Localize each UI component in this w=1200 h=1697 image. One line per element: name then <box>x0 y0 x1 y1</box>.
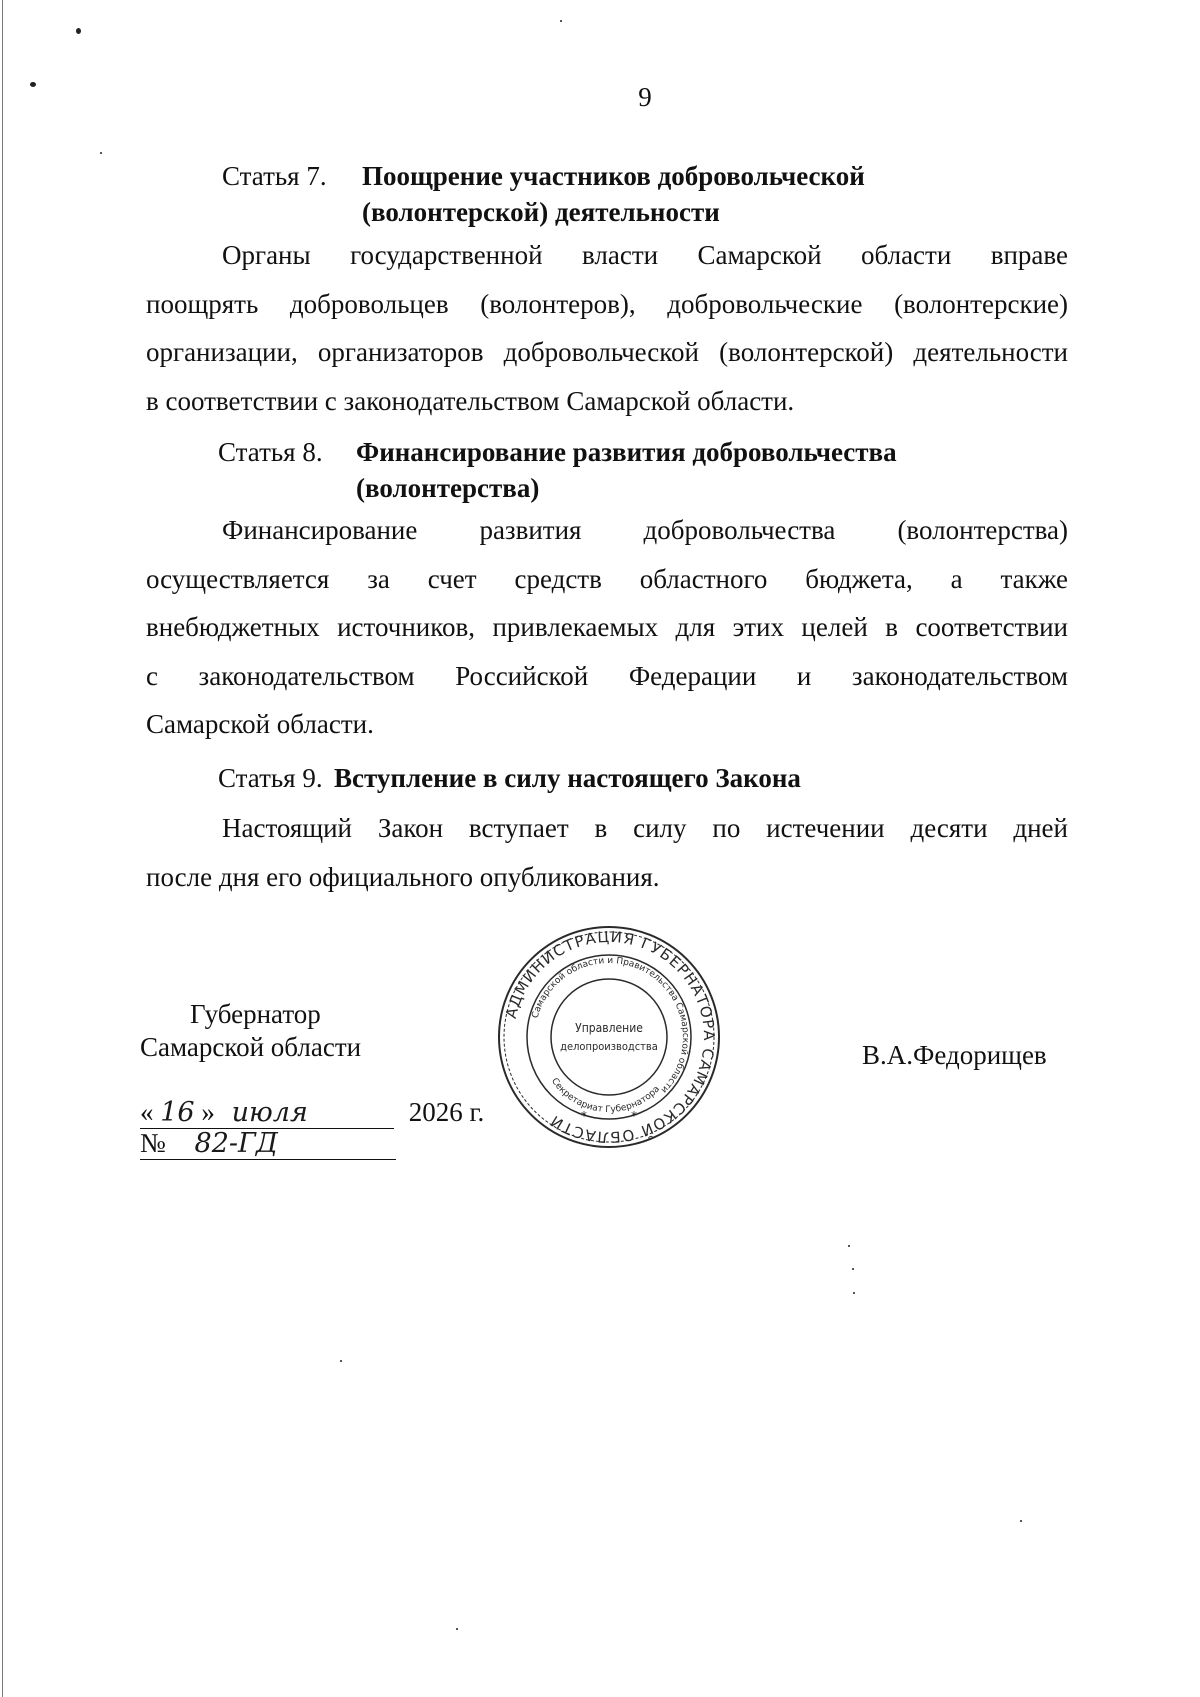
article-title: Вступление в силу настоящего Закона <box>334 763 801 793</box>
official-seal <box>496 924 722 1150</box>
handwritten-day: 16 <box>160 1097 195 1128</box>
scan-speck <box>100 152 102 154</box>
seal-center-line2: делопроизводства <box>560 1040 658 1053</box>
number-field: № 82-ГД <box>140 1128 396 1160</box>
seal-outer-text: АДМИНИСТРАЦИЯ ГУБЕРНАТОРА САМАРСКОЙ ОБЛАСТИ <box>501 927 719 1147</box>
seal-star-icon: * <box>631 1109 637 1123</box>
scan-speck <box>76 28 81 34</box>
law-date <box>140 1097 484 1129</box>
page-number: 9 <box>638 82 652 112</box>
seal-bottom-text: Секретариат Губернатора <box>549 1076 663 1116</box>
article-9-body: Настоящий Закон вступает в силу по истечении десяти дней после дня его официального опубликования. <box>146 813 1068 892</box>
scan-speck <box>852 1268 854 1270</box>
scan-speck <box>456 1628 458 1630</box>
scan-speck <box>560 20 562 22</box>
signatory-name: В.А.Федорищев <box>862 1040 1047 1070</box>
seal-center-line1: Управление <box>575 1021 643 1035</box>
law-number <box>140 1128 396 1160</box>
article-number: Статья 7. <box>222 161 327 191</box>
signatory-position: Губернатор Самарской области <box>140 999 362 1062</box>
article-title: Финансирование развития добровольчества (волонтерства) <box>356 437 897 503</box>
scan-speck <box>1020 1520 1022 1522</box>
article-8-body: Финансирование развития добровольчества (волонтерства) осуществляется за счет средств областного бюджета, а также внебюджетных источников, привлекаемых для этих целей в соответствии с законодательством Российской Федерации и законодательством Самарской области. <box>146 515 1068 739</box>
article-7-body: Органы государственной власти Самарской области вправе поощрять добровольцев (волонтеров), добровольческие (волонтерские) организации, организаторов добровольческой (волонтерской) деятельности в соответствии с законодательством Самарской области. <box>146 240 1068 416</box>
seal-star-icon: * <box>581 1109 587 1123</box>
scan-speck <box>848 1245 850 1247</box>
handwritten-number: 82-ГД <box>194 1128 278 1159</box>
article-number: Статья 9. <box>218 763 323 793</box>
scan-speck <box>340 1360 342 1362</box>
article-title: Поощрение участников добровольческой (волонтерской) деятельности <box>362 161 865 227</box>
scan-speck <box>853 1292 855 1294</box>
scan-edge <box>2 0 3 1697</box>
date-field: « 16 » июля <box>140 1097 394 1129</box>
handwritten-month: июля <box>231 1097 308 1128</box>
seal-middle-text: Самарской области и Правительства Самарской области <box>530 955 691 1095</box>
date-year: 2026 г. <box>408 1097 485 1127</box>
article-number: Статья 8. <box>218 437 323 467</box>
